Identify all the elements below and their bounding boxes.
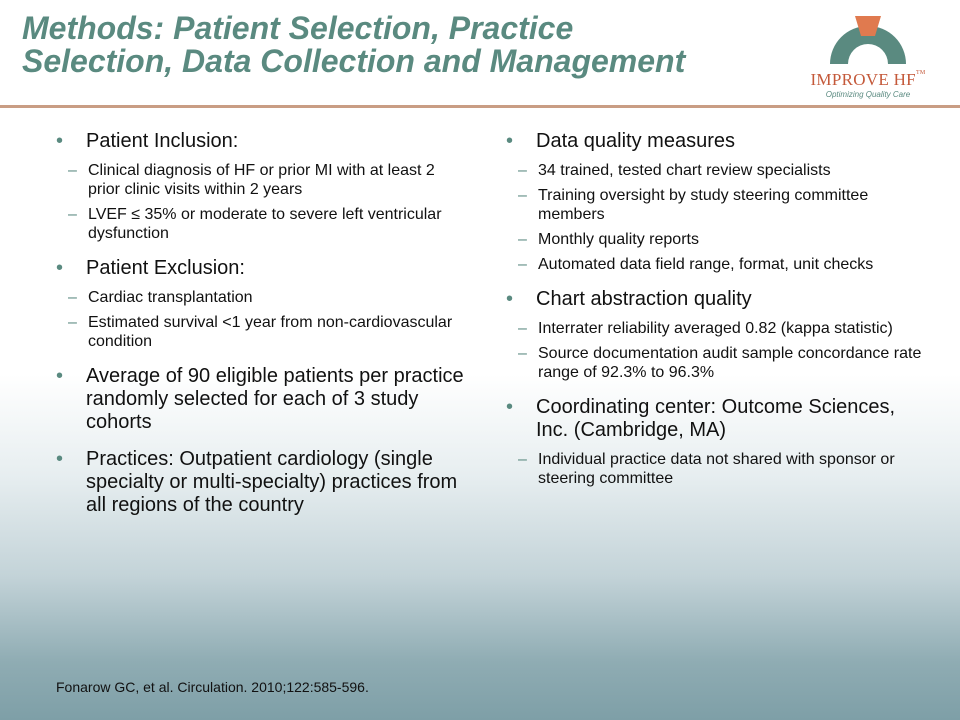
bullet-text: [56, 130, 466, 153]
sub-bullet-list: [56, 161, 466, 243]
dash-icon: –: [518, 187, 527, 204]
sub-bullet-label: Source documentation audit sample concordance rate range of 92.3% to 96.3%: [538, 345, 922, 381]
sub-bullet-item: [506, 186, 926, 224]
sub-bullet-item: [56, 161, 466, 199]
improve-hf-logo: [808, 8, 928, 100]
sub-bullet-list: [506, 319, 926, 382]
slide-title-line-2: Selection, Data Collection and Management: [22, 43, 686, 79]
bullet-label: Coordinating center: Outcome Sciences, Inc. (Cambridge, MA): [536, 396, 896, 441]
dash-icon: –: [68, 314, 77, 331]
sub-bullet-label: Clinical diagnosis of HF or prior MI with at least 2 prior clinic visits within 2 years: [88, 162, 435, 198]
bullet-text: [56, 448, 466, 517]
bullet-icon: •: [506, 396, 514, 418]
bullet-label: Patient Inclusion:: [86, 130, 239, 152]
dash-icon: –: [518, 162, 527, 179]
sub-bullet-item: [506, 230, 926, 249]
logo-tagline: Optimizing Quality Care: [825, 90, 911, 99]
bullet-icon: •: [56, 365, 64, 387]
bullet-label: Data quality measures: [536, 130, 735, 152]
sub-bullet-item: [506, 255, 926, 274]
sub-bullet-item: [506, 161, 926, 180]
bullet-item: [56, 448, 466, 517]
bullet-label: Average of 90 eligible patients per practice randomly selected for each of 3 study cohorts: [86, 365, 464, 433]
sub-bullet-label: Automated data field range, format, unit checks: [538, 256, 874, 273]
sub-bullet-list: [506, 450, 926, 488]
sub-bullet-item: [506, 450, 926, 488]
dash-icon: –: [518, 451, 527, 468]
dash-icon: –: [68, 162, 77, 179]
dash-icon: –: [518, 231, 527, 248]
bullet-label: Patient Exclusion:: [86, 257, 245, 279]
bullet-item: [56, 365, 466, 434]
bullet-icon: •: [56, 130, 64, 152]
sub-bullet-label: Monthly quality reports: [538, 231, 699, 248]
bullet-text: [506, 396, 926, 442]
bullet-icon: •: [506, 130, 514, 152]
slide-title: [22, 12, 812, 78]
sub-bullet-item: [506, 344, 926, 382]
right-column: [506, 130, 926, 502]
sub-bullet-list: [56, 288, 466, 351]
sub-bullet-item: [56, 288, 466, 307]
sub-bullet-label: Individual practice data not shared with sponsor or steering committee: [538, 451, 895, 487]
title-divider: [0, 105, 960, 108]
bullet-label: Chart abstraction quality: [536, 288, 752, 310]
dash-icon: –: [68, 289, 77, 306]
dash-icon: –: [68, 206, 77, 223]
bullet-label: Practices: Outpatient cardiology (single specialty or multi-specialty) practices from all regions of the country: [86, 448, 458, 516]
logo-name: IMPROVE HF™: [810, 70, 926, 89]
bullet-icon: •: [506, 288, 514, 310]
sub-bullet-label: Interrater reliability averaged 0.82 (kappa statistic): [538, 320, 893, 337]
sub-bullet-label: 34 trained, tested chart review specialists: [538, 162, 831, 179]
sub-bullet-item: [506, 319, 926, 338]
bullet-text: [506, 288, 926, 311]
dash-icon: –: [518, 256, 527, 273]
left-column: [56, 130, 466, 531]
bullet-text: [506, 130, 926, 153]
sub-bullet-item: [56, 313, 466, 351]
bullet-text: [56, 257, 466, 280]
bullet-item: [506, 130, 926, 274]
sub-bullet-item: [56, 205, 466, 243]
bullet-item: [56, 130, 466, 243]
bullet-text: [56, 365, 466, 434]
bullet-icon: •: [56, 448, 64, 470]
bullet-item: [506, 396, 926, 488]
sub-bullet-label: Estimated survival <1 year from non-cardiovascular condition: [88, 314, 453, 350]
dash-icon: –: [518, 320, 527, 337]
bullet-item: [506, 288, 926, 382]
sub-bullet-label: Training oversight by study steering committee members: [538, 187, 869, 223]
citation: Fonarow GC, et al. Circulation. 2010;122:585-596.: [56, 679, 369, 695]
bullet-item: [56, 257, 466, 351]
sub-bullet-label: Cardiac transplantation: [88, 289, 253, 306]
logo-arch-icon: [808, 8, 928, 70]
sub-bullet-label: LVEF ≤ 35% or moderate to severe left ventricular dysfunction: [88, 206, 442, 242]
sub-bullet-list: [506, 161, 926, 274]
slide-title-line-1: Methods: Patient Selection, Practice: [22, 10, 574, 46]
dash-icon: –: [518, 345, 527, 362]
bullet-icon: •: [56, 257, 64, 279]
